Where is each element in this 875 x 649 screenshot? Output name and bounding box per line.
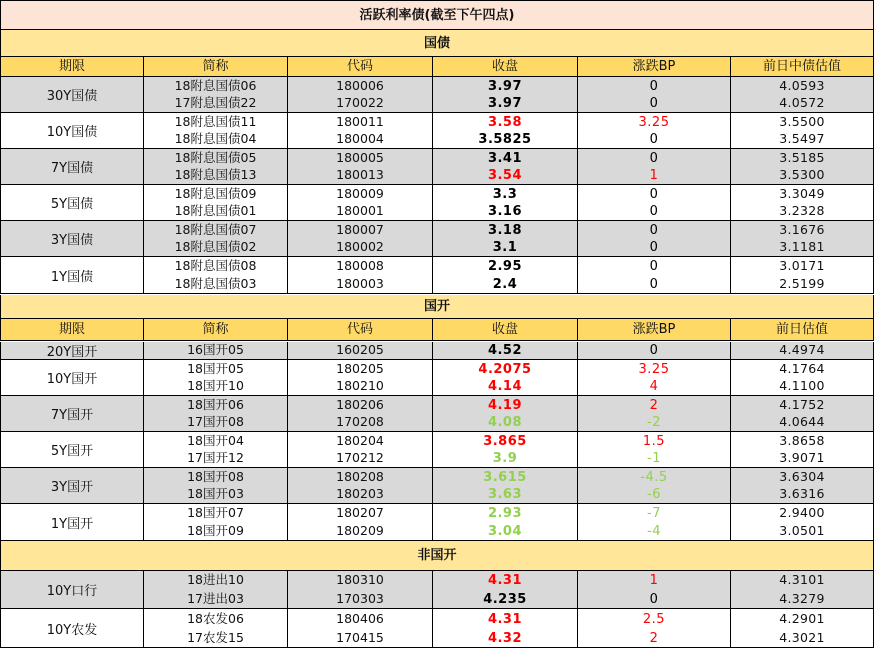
close-yield: 4.32 [433, 629, 578, 648]
table-title-row [0, 0, 874, 30]
column-header: 收盘 [433, 319, 578, 341]
column-header: 收盘 [433, 57, 578, 77]
change-bp: 0 [578, 221, 731, 239]
prev-valuation: 4.1100 [731, 378, 874, 396]
change-bp: 1.5 [578, 432, 731, 450]
bond-name: 17国开12 [144, 450, 288, 468]
bond-code: 180008 [288, 257, 433, 275]
change-bp: 2 [578, 396, 731, 414]
bond-code: 180007 [288, 221, 433, 239]
change-bp: 0 [578, 131, 731, 149]
period-label: 10Y国开 [0, 360, 144, 396]
close-yield: 4.31 [433, 609, 578, 629]
prev-valuation: 4.2901 [731, 609, 874, 629]
close-yield: 3.54 [433, 167, 578, 185]
bond-code: 180009 [288, 185, 433, 203]
prev-valuation: 4.3021 [731, 629, 874, 648]
change-bp: 1 [578, 167, 731, 185]
close-yield: 4.31 [433, 571, 578, 590]
close-yield: 3.1 [433, 239, 578, 257]
period-label: 10Y口行 [0, 571, 144, 609]
prev-valuation: 4.3279 [731, 590, 874, 609]
bond-name: 18附息国债08 [144, 257, 288, 275]
bond-name: 18国开09 [144, 522, 288, 541]
bond-name: 18附息国债11 [144, 113, 288, 131]
close-yield: 3.97 [433, 95, 578, 113]
change-bp: 3.25 [578, 113, 731, 131]
period-label: 5Y国开 [0, 432, 144, 468]
column-header: 期限 [0, 319, 144, 341]
bond-code: 170303 [288, 590, 433, 609]
close-yield: 3.16 [433, 203, 578, 221]
section-row-2 [0, 541, 874, 571]
bond-code: 180006 [288, 77, 433, 95]
bond-name: 18国开05 [144, 360, 288, 378]
bond-code: 180206 [288, 396, 433, 414]
change-bp: 0 [578, 77, 731, 95]
close-yield: 4.2075 [433, 360, 578, 378]
close-yield: 2.93 [433, 504, 578, 522]
change-bp: 2.5 [578, 609, 731, 629]
close-yield: 3.9 [433, 450, 578, 468]
bond-code: 180210 [288, 378, 433, 396]
close-yield: 3.63 [433, 486, 578, 504]
section-title: 国开 [0, 295, 874, 319]
prev-valuation: 3.2328 [731, 203, 874, 221]
bond-name: 18国开07 [144, 504, 288, 522]
bond-code: 180310 [288, 571, 433, 590]
prev-valuation: 3.9071 [731, 450, 874, 468]
column-header: 涨跌BP [578, 319, 731, 341]
prev-valuation: 3.8658 [731, 432, 874, 450]
prev-valuation: 3.5300 [731, 167, 874, 185]
bond-name: 17国开08 [144, 414, 288, 432]
column-header: 涨跌BP [578, 57, 731, 77]
period-label: 7Y国开 [0, 396, 144, 432]
close-yield: 3.18 [433, 221, 578, 239]
bond-name: 18附息国债09 [144, 185, 288, 203]
change-bp: 3.25 [578, 360, 731, 378]
bond-code: 180003 [288, 275, 433, 294]
bond-name: 18进出10 [144, 571, 288, 590]
section-title: 国债 [0, 30, 874, 57]
prev-valuation: 4.0593 [731, 77, 874, 95]
bond-name: 18附息国债03 [144, 275, 288, 294]
bond-code: 180002 [288, 239, 433, 257]
close-yield: 4.14 [433, 378, 578, 396]
bond-code: 170022 [288, 95, 433, 113]
table-title: 活跃利率债(截至下午四点) [0, 0, 874, 30]
period-label: 1Y国债 [0, 257, 144, 294]
change-bp: 0 [578, 342, 731, 360]
prev-valuation: 2.9400 [731, 504, 874, 522]
prev-valuation: 4.0572 [731, 95, 874, 113]
change-bp: 0 [578, 203, 731, 221]
bond-code: 180205 [288, 360, 433, 378]
change-bp: 0 [578, 239, 731, 257]
period-label: 5Y国债 [0, 185, 144, 221]
bond-name: 17进出03 [144, 590, 288, 609]
change-bp: -1 [578, 450, 731, 468]
change-bp: -2 [578, 414, 731, 432]
bond-name: 18附息国债05 [144, 149, 288, 167]
period-label: 20Y国开 [0, 342, 144, 360]
bond-code: 170212 [288, 450, 433, 468]
bond-name: 18农发06 [144, 609, 288, 629]
section-row-0 [0, 30, 874, 57]
close-yield: 3.5825 [433, 131, 578, 149]
column-header: 代码 [288, 319, 433, 341]
change-bp: -4.5 [578, 468, 731, 486]
change-bp: 0 [578, 149, 731, 167]
prev-valuation: 3.1676 [731, 221, 874, 239]
change-bp: 0 [578, 275, 731, 294]
close-yield: 3.3 [433, 185, 578, 203]
bond-code: 180204 [288, 432, 433, 450]
column-header: 前日中债估值 [731, 57, 874, 77]
change-bp: 0 [578, 257, 731, 275]
bond-name: 18国开03 [144, 486, 288, 504]
prev-valuation: 4.3101 [731, 571, 874, 590]
period-label: 7Y国债 [0, 149, 144, 185]
bond-name: 17农发15 [144, 629, 288, 648]
period-label: 30Y国债 [0, 77, 144, 113]
bond-code: 180207 [288, 504, 433, 522]
bond-name: 18附息国债06 [144, 77, 288, 95]
close-yield: 2.4 [433, 275, 578, 294]
close-yield: 3.41 [433, 149, 578, 167]
bond-code: 180406 [288, 609, 433, 629]
bond-code: 170208 [288, 414, 433, 432]
period-label: 10Y国债 [0, 113, 144, 149]
prev-valuation: 3.5500 [731, 113, 874, 131]
bond-code: 180001 [288, 203, 433, 221]
change-bp: -4 [578, 522, 731, 541]
period-label: 1Y国开 [0, 504, 144, 541]
bond-name: 18国开06 [144, 396, 288, 414]
prev-valuation: 4.4974 [731, 342, 874, 360]
prev-valuation: 3.6316 [731, 486, 874, 504]
change-bp: 4 [578, 378, 731, 396]
bond-code: 180013 [288, 167, 433, 185]
prev-valuation: 3.5185 [731, 149, 874, 167]
period-label: 10Y农发 [0, 609, 144, 648]
bond-name: 18附息国债02 [144, 239, 288, 257]
prev-valuation: 3.0171 [731, 257, 874, 275]
bond-name: 18国开10 [144, 378, 288, 396]
close-yield: 4.19 [433, 396, 578, 414]
prev-valuation: 4.0644 [731, 414, 874, 432]
bond-name: 18附息国债01 [144, 203, 288, 221]
close-yield: 3.97 [433, 77, 578, 95]
bond-name: 18国开08 [144, 468, 288, 486]
bond-code: 170415 [288, 629, 433, 648]
prev-valuation: 4.1764 [731, 360, 874, 378]
bond-code: 180203 [288, 486, 433, 504]
close-yield: 3.615 [433, 468, 578, 486]
close-yield: 2.95 [433, 257, 578, 275]
bond-code: 160205 [288, 342, 433, 360]
prev-valuation: 3.3049 [731, 185, 874, 203]
column-header-row [0, 57, 874, 77]
prev-valuation: 2.5199 [731, 275, 874, 294]
bond-code: 180208 [288, 468, 433, 486]
column-header: 前日估值 [731, 319, 874, 341]
bond-name: 18国开04 [144, 432, 288, 450]
prev-valuation: 3.5497 [731, 131, 874, 149]
close-yield: 3.58 [433, 113, 578, 131]
change-bp: 0 [578, 590, 731, 609]
column-header: 期限 [0, 57, 144, 77]
bond-name: 18附息国债07 [144, 221, 288, 239]
close-yield: 3.04 [433, 522, 578, 541]
change-bp: -7 [578, 504, 731, 522]
column-header-row [0, 319, 874, 341]
prev-valuation: 3.0501 [731, 522, 874, 541]
change-bp: -6 [578, 486, 731, 504]
bond-code: 180209 [288, 522, 433, 541]
period-label: 3Y国开 [0, 468, 144, 504]
section-title: 非国开 [0, 541, 874, 571]
close-yield: 4.235 [433, 590, 578, 609]
change-bp: 2 [578, 629, 731, 648]
close-yield: 3.865 [433, 432, 578, 450]
period-label: 3Y国债 [0, 221, 144, 257]
bond-name: 18附息国债04 [144, 131, 288, 149]
prev-valuation: 3.1181 [731, 239, 874, 257]
column-header: 简称 [144, 319, 288, 341]
change-bp: 0 [578, 185, 731, 203]
bond-code: 180011 [288, 113, 433, 131]
bond-code: 180005 [288, 149, 433, 167]
close-yield: 4.08 [433, 414, 578, 432]
bond-name: 16国开05 [144, 342, 288, 360]
change-bp: 0 [578, 95, 731, 113]
column-header: 简称 [144, 57, 288, 77]
section-row-1 [0, 295, 874, 319]
column-header: 代码 [288, 57, 433, 77]
prev-valuation: 4.1752 [731, 396, 874, 414]
bond-name: 18附息国债13 [144, 167, 288, 185]
close-yield: 4.52 [433, 342, 578, 360]
change-bp: 1 [578, 571, 731, 590]
prev-valuation: 3.6304 [731, 468, 874, 486]
bond-name: 17附息国债22 [144, 95, 288, 113]
bond-code: 180004 [288, 131, 433, 149]
